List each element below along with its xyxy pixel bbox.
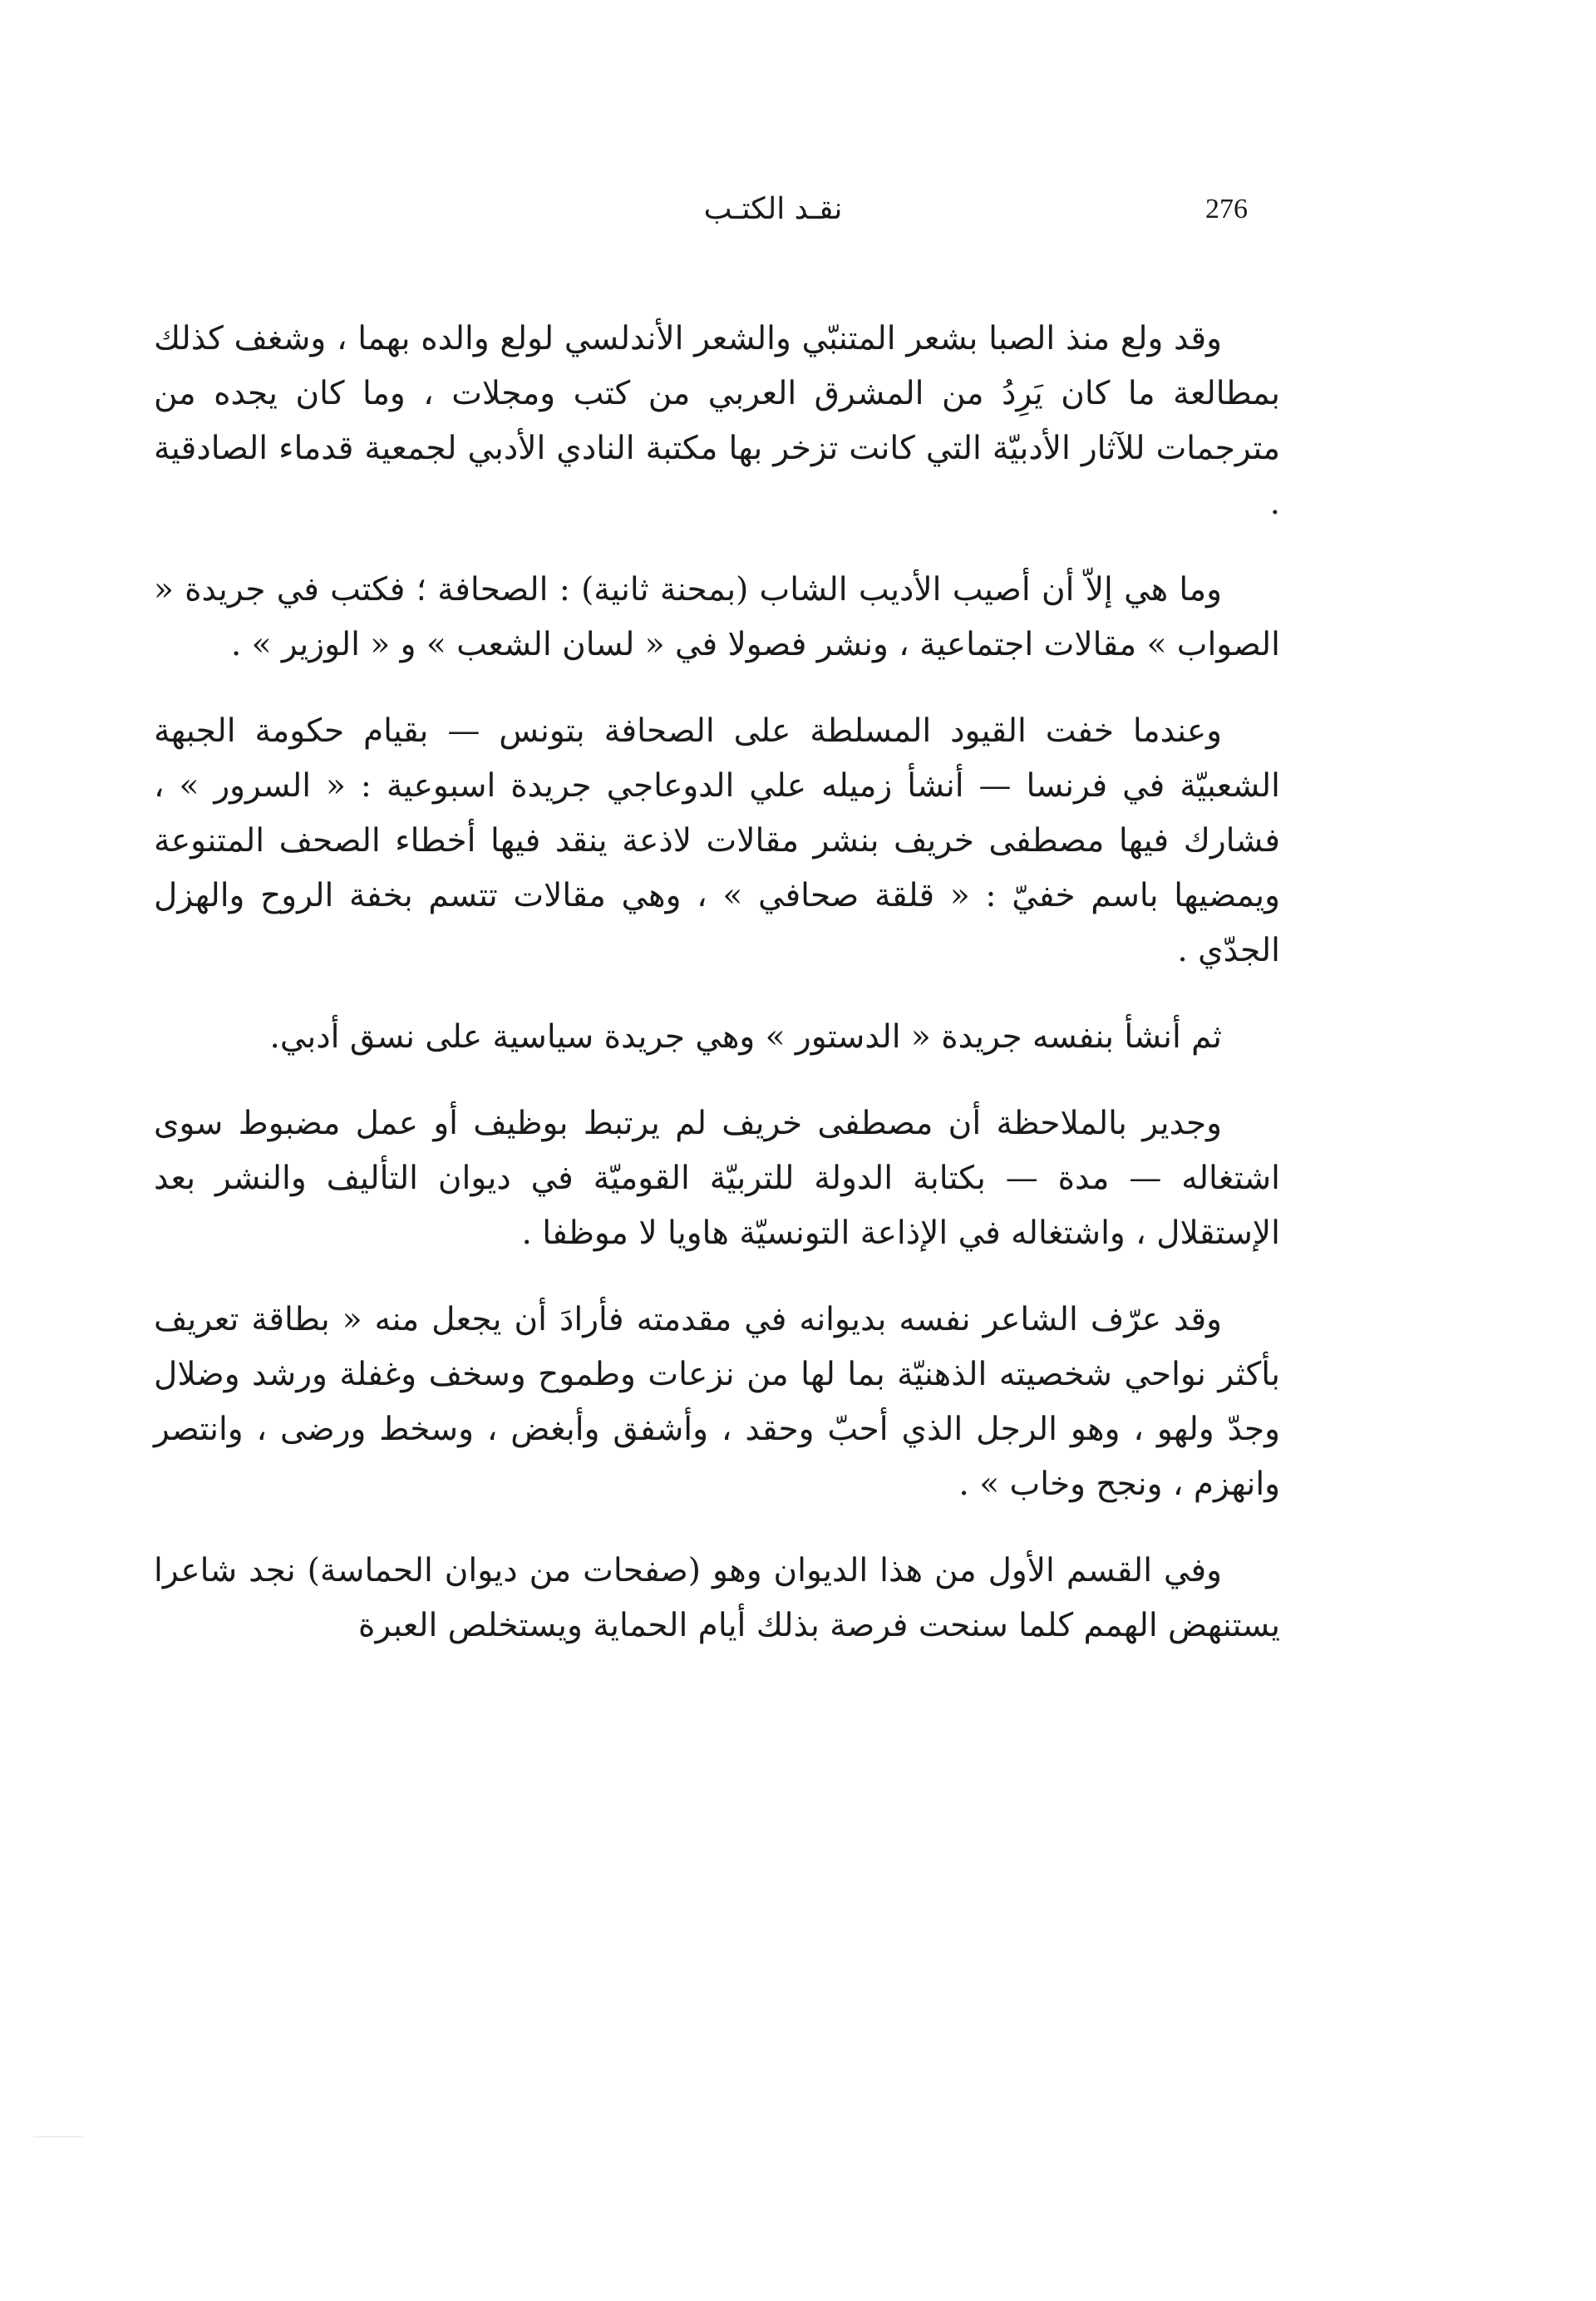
page-number: 276 bbox=[1205, 194, 1248, 224]
margin-mark bbox=[33, 2136, 83, 2137]
page-header bbox=[150, 185, 1280, 234]
paragraph: وما هي إلاّ أن أصيب الأديب الشاب (بمحنة ثانية) : الصحافة ؛ فكتب في جريدة « الصواب » مقالات اجتماعية ، ونشر فصولا في « لسان الشعب » و « الوزير » . bbox=[154, 571, 1280, 663]
paragraph: وعندما خفت القيود المسلطة على الصحافة بتونس — بقيام حكومة الجبهة الشعبيّة في فرنسا — أنشأ زميله علي الدوعاجي جريدة اسبوعية : « السرور » ، فشارك فيها مصطفى خريف بنشر مقالات لاذعة ينقد فيها أخطاء الصحف المتنوعة ويمضيها باسم خفيّ : « قلقة صحافي » ، وهي مقالات تتسم بخفة الروح والهزل الجدّي . bbox=[154, 712, 1280, 969]
paragraph: وقد عرّف الشاعر نفسه بديوانه في مقدمته فأرادَ أن يجعل منه « بطاقة تعريف بأكثر نواحي شخصيته الذهنيّة بما لها من نزعات وطموح وسخف وغفلة ورشد وضلال وجدّ ولهو ، وهو الرجل الذي أحبّ وحقد ، وأشفق وأبغض ، وسخط ورضى ، وانتصر وانهزم ، ونجح وخاب » . bbox=[154, 1301, 1280, 1503]
paragraph: ثم أنشأ بنفسه جريدة « الدستور » وهي جريدة سياسية على نسق أدبي. bbox=[269, 1018, 1222, 1056]
body-text bbox=[154, 312, 1280, 1653]
paragraph: وجدير بالملاحظة أن مصطفى خريف لم يرتبط بوظيف أو عمل مضبوط سوى اشتغاله — مدة — بكتابة الدولة للتربيّة القوميّة في ديوان التأليف والنشر بعد الإستقلال ، واشتغاله في الإذاعة التونسيّة هاويا لا موظفا . bbox=[154, 1105, 1280, 1252]
paragraph: وفي القسم الأول من هذا الديوان وهو (صفحات من ديوان الحماسة) نجد شاعرا يستنهض الهمم كلما سنحت فرصة بذلك أيام الحماية ويستخلص العبرة bbox=[154, 1552, 1280, 1644]
paragraph: وقد ولع منذ الصبا بشعر المتنبّي والشعر الأندلسي لولع والده بهما ، وشغف كذلك بمطالعة ما كان يَرِدُ من المشرق العربي من كتب ومجلات ، وما كان يجده من مترجمات للآثار الأدبيّة التي كانت تزخر بها مكتبة النادي الأدبي لجمعية قدماء الصادقية . bbox=[154, 320, 1280, 522]
running-title: نقـد الكتـب bbox=[703, 192, 843, 226]
